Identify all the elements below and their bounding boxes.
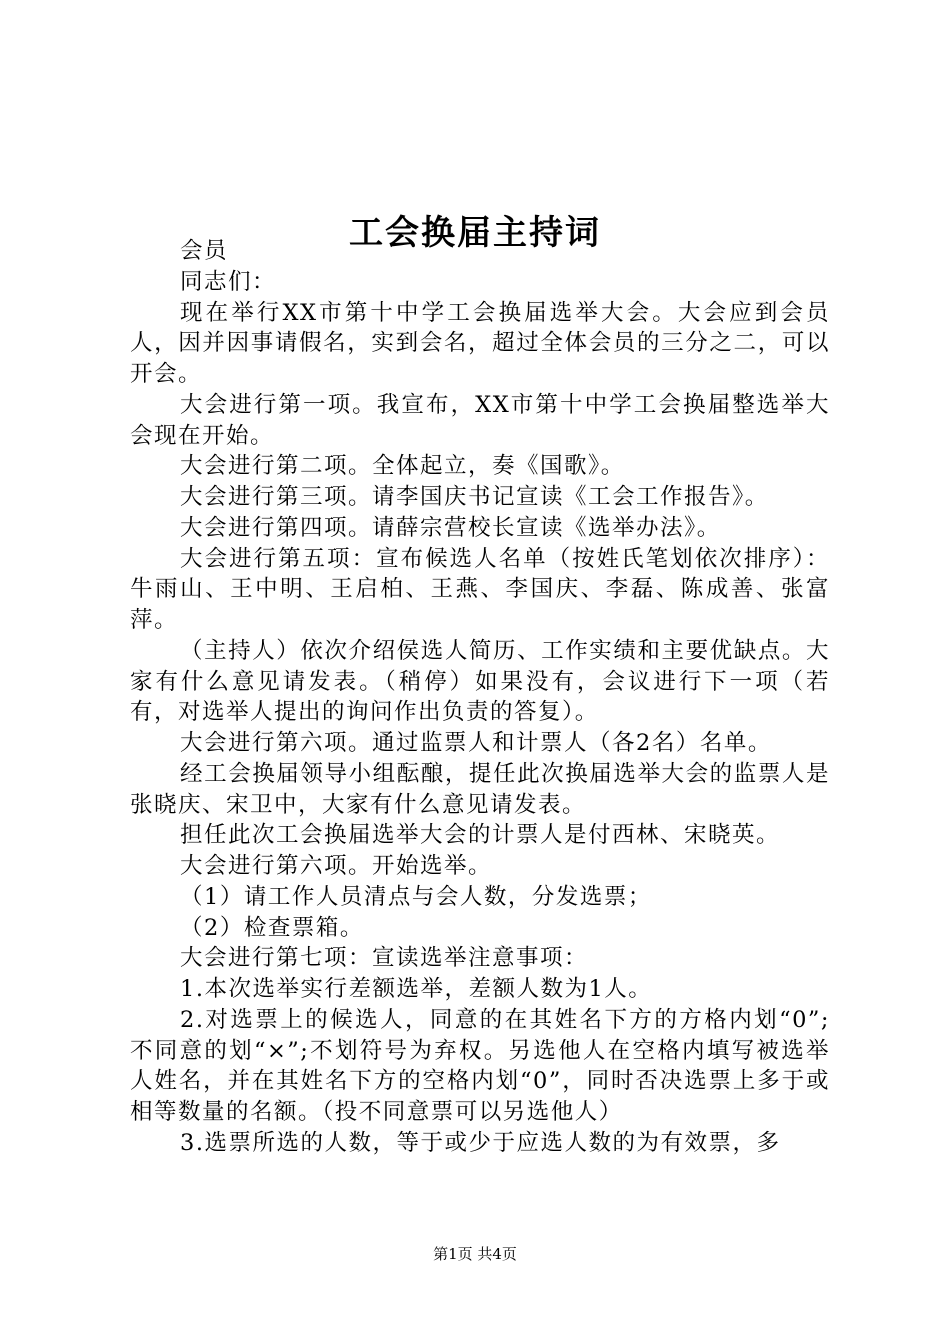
paragraph: 大会进行第六项。通过监票人和计票人（各2名）名单。 — [180, 730, 772, 756]
paragraph: 大会进行第三项。请李国庆书记宣读《工会工作报告》。 — [180, 484, 769, 510]
paragraph: 大会进行第二项。全体起立，奏《国歌》。 — [180, 453, 625, 480]
paragraph: 1.本次选举实行差额选举，差额人数为1人。 — [180, 976, 653, 1002]
paragraph: 大会进行第六项。开始选举。 — [180, 853, 493, 879]
paragraph: 大会进行第五项：宣布候选人名单（按姓氏笔划依次排序）：牛雨山、王中明、王启柏、王燕、李国庆、李磊、陈成善、张富萍。 — [130, 545, 830, 633]
document-title: 工会换届主持词 — [349, 212, 601, 253]
paragraph: （主持人）依次介绍侯选人简历、工作实绩和主要优缺点。大家有什么意见请发表。（稍停）如果没有，会议进行下一项（若有，对选举人提出的询问作出负责的答复）。 — [130, 637, 830, 726]
document-body — [130, 236, 830, 1159]
paragraph: 现在举行XX市第十中学工会换届选举大会。大会应到会员人，因并因事请假名，实到会名，超过全体会员的三分之二，可以开会。 — [130, 299, 830, 387]
paragraph: 大会进行第七项：宣读选举注意事项： — [180, 945, 589, 972]
paragraph: 同志们： — [180, 268, 277, 295]
paragraph: 3.选票所选的人数，等于或少于应选人数的为有效票，多 — [180, 1129, 781, 1156]
paragraph: 会员 — [180, 238, 229, 264]
page-footer: 第1页 共4页 — [433, 1245, 517, 1263]
paragraph: 担任此次工会换届选举大会的计票人是付西林、宋晓英。 — [180, 822, 781, 849]
paragraph: （2）检查票箱。 — [180, 914, 364, 941]
paragraph: 经工会换届领导小组酝酿，提任此次换届选举大会的监票人是张晓庆、宋卫中，大家有什么意见请发表。 — [130, 760, 830, 818]
paragraph: 2.对选票上的候选人，同意的在其姓名下方的方格内划“0”;不同意的划“×”;不划符号为弃权。另选他人在空格内填写被选举人姓名，并在其姓名下方的空格内划“0”，同时否决选票上多于或相等数量的名额。（投不同意票可以另选他人） — [130, 1006, 830, 1125]
paragraph: 大会进行第一项。我宣布，XX市第十中学工会换届整选举大会现在开始。 — [130, 391, 830, 449]
paragraph: 大会进行第四项。请薛宗营校长宣读《选举办法》。 — [180, 514, 721, 541]
paragraph: （1）请工作人员清点与会人数，分发选票； — [180, 883, 652, 910]
